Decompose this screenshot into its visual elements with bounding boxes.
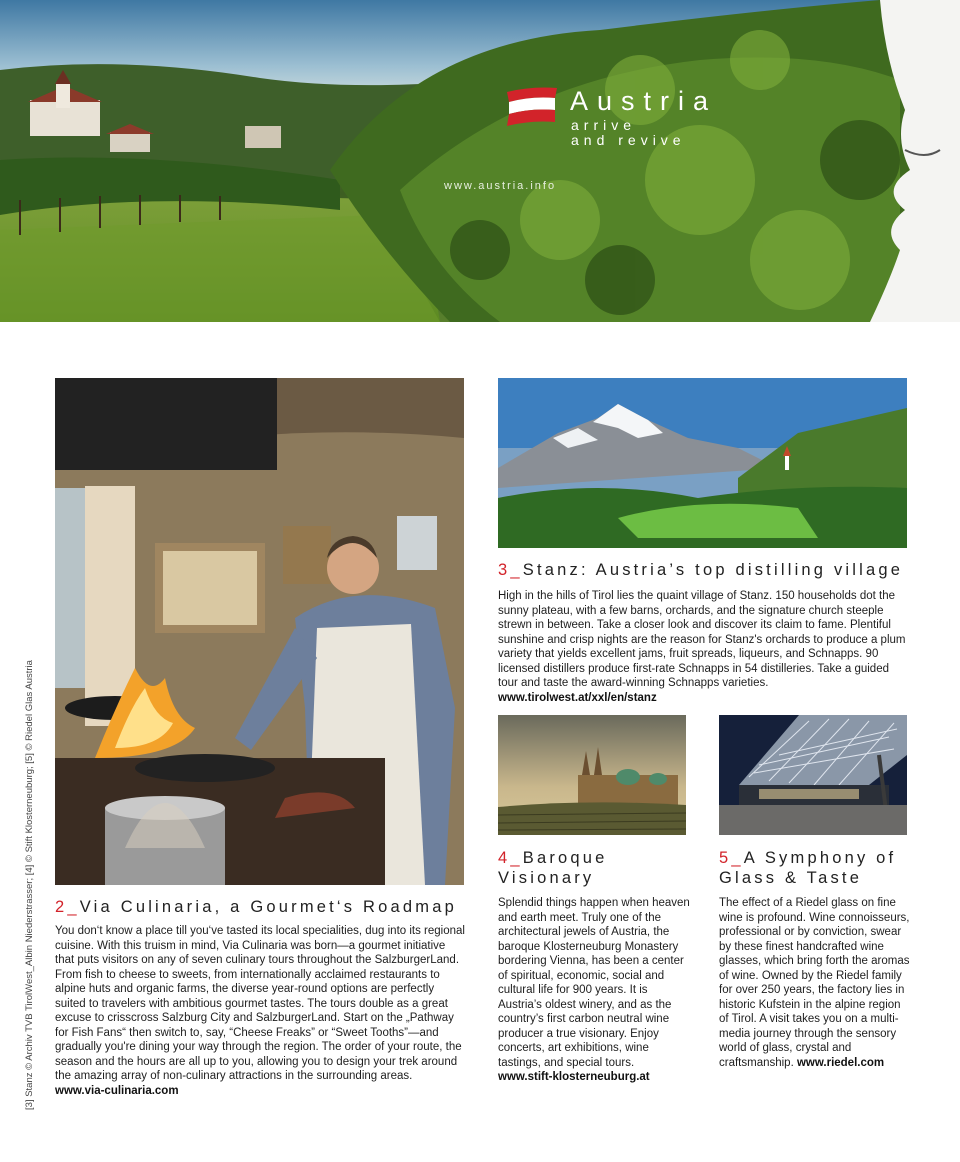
article-title	[498, 560, 910, 580]
tagline-line1: arrive	[571, 117, 637, 133]
article-title-text: Via Culinaria, a Gourmet‘s Roadmap	[79, 898, 457, 916]
photo-credits: [3] Stanz © Archiv TVB TirolWest_Albin Niederstrasser; [4] © Stift Klosterneuburg; [5] © Riedel Glas Austria	[24, 660, 35, 1110]
article-symphony	[719, 848, 913, 1070]
brand-url-link[interactable]: www.austria.info	[444, 180, 557, 192]
article-title-line2: Glass & Taste	[719, 869, 863, 887]
article-number: 4_	[498, 849, 523, 867]
stanz-link[interactable]: www.tirolwest.at/xxl/en/stanz	[498, 691, 657, 704]
monastery-photo	[498, 715, 686, 835]
article-title	[55, 897, 465, 917]
hero-banner	[0, 0, 960, 322]
article-body	[719, 896, 913, 1070]
article-title-line1: Baroque	[522, 849, 608, 867]
article-number: 2_	[55, 898, 80, 916]
brand-tagline	[571, 118, 731, 148]
stanz-photo	[498, 378, 907, 548]
riedel-link[interactable]: www.riedel.com	[796, 1056, 885, 1069]
chef-cooking-icon	[55, 378, 464, 885]
article-body-text: The effect of a Riedel glass on fine wine is profound. Wine connoisseurs, professional or by conviction, swear by these finest handcrafted wine glasses, which bring forth the aromas of wine. Owned by the Riedel family for over 250 years, the factory lies in historic Kufstein in the alpine region of Tirol. A visit takes you on a multi-media journey through the sensory world of glass, crystal and craftsmanship.	[719, 897, 910, 1069]
klosterneuburg-link[interactable]: www.stift-klosterneuburg.at	[498, 1071, 650, 1083]
article-body: High in the hills of Tirol lies the quaint village of Stanz. 150 households dot the sunny plateau, with a few barns, orchards, and the signature church steeple strewn in between. Take a closer look and discover its claim to fame. Plentiful sunshine and crisp nights are the reason for Stanz's orchards to produce a plum variety that yields excellent jams, fruit spreads, liqueurs, and Schnapps. 90 licensed distillers produce first-rate Schnapps in 54 distilleries. Take a guided tour and taste the award-winning Schnapps varieties.	[498, 590, 906, 689]
baroque-monastery-icon	[498, 715, 686, 835]
article-number: 3_	[498, 561, 523, 579]
article-via-culinaria	[55, 897, 465, 1098]
riedel-photo	[719, 715, 907, 835]
alpine-village-icon	[498, 378, 907, 548]
kitchen-photo	[55, 378, 464, 885]
article-title-text: Stanz: Austria’s top distilling village	[522, 561, 904, 579]
austria-flag-icon	[505, 86, 559, 126]
article-number: 5_	[719, 849, 744, 867]
vineyard-landscape-icon	[0, 0, 960, 322]
article-stanz	[498, 560, 910, 705]
article-title-line2: Visionary	[498, 869, 595, 887]
article-body: You don‘t know a place till you‘ve tasted its local specialities, dug into its regional cuisine. With this truism in mind, Via Culinaria was born—a gourmet initiative that puts visitors on any of seven culinary tours throughout the SalzburgerLand. From fish to cheese to sweets, from internationally acclaimed restaurants to alpine huts and organic farms, the diverse year-round options are perfectly suited to travelers with ambitious gourmet tastes. The tours double as a great excuse to crisscross Salzburg City and SalzburgerLand. Start on the „Pathway for Fish Fans“ then switch to, say, “Cheese Freaks” or “Sweet Tooths”—and gradually you're dining your way through the region. The order of your route, the season and the hours are all up to you, allowing you to design your trek around the amazing array of non-culinary attractions in the surrounding areas.	[55, 925, 465, 1082]
tagline-line2: and revive	[571, 132, 686, 148]
article-title	[498, 848, 690, 888]
article-body: Splendid things happen when heaven and earth meet. Truly one of the architectural jewels of Austria, the baroque Klosterneuburg Monastery bordering Vienna, has been a center of spiritual, economic, social and cultural life for 900 years. It is Austria’s oldest winery, and as the country’s first carbon neutral wine producer a true visionary. Enjoy concerts, art exhibitions, wine tastings, and special tours.	[498, 897, 690, 1069]
via-culinaria-link[interactable]: www.via-culinaria.com	[55, 1084, 179, 1097]
article-title-line1: A Symphony of	[743, 849, 897, 867]
brand-name: Austria	[570, 86, 718, 116]
glass-pavilion-icon	[719, 715, 907, 835]
article-title	[719, 848, 913, 888]
article-baroque	[498, 848, 690, 1085]
